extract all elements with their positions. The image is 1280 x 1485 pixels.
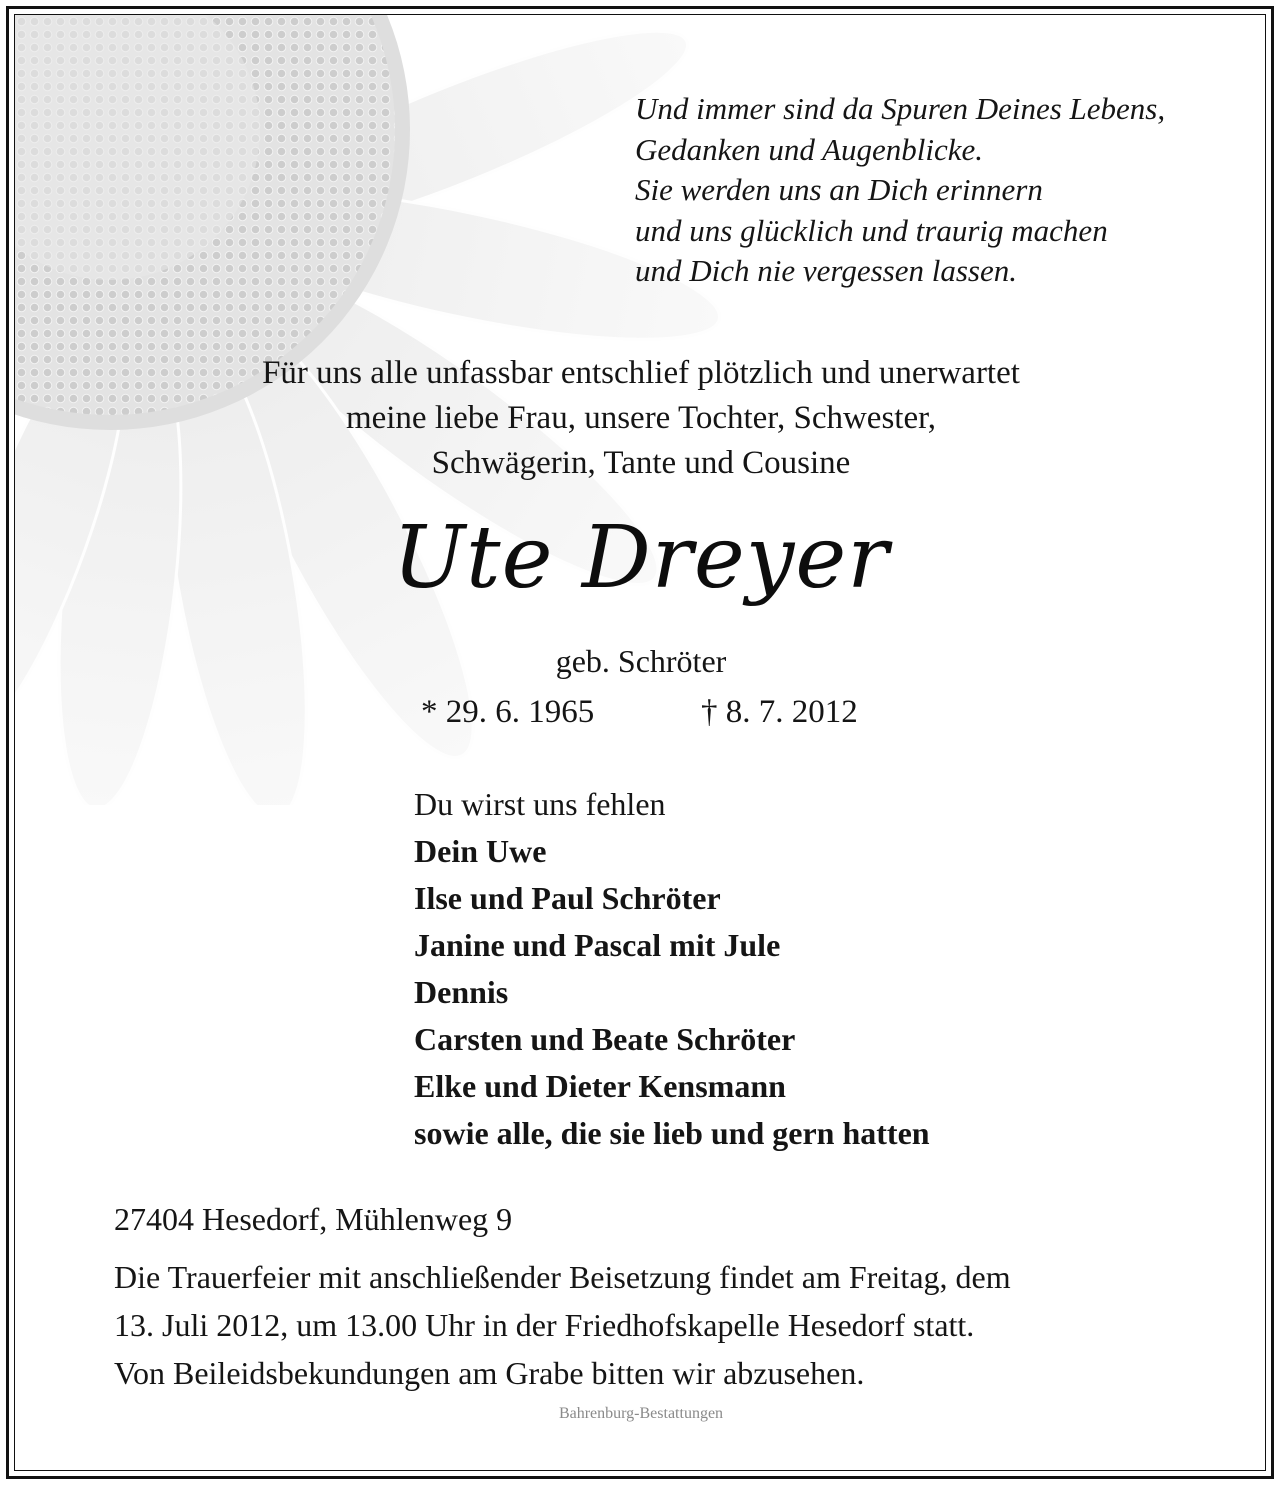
service-line: Von Beileidsbekundungen am Grabe bitten wir abzusehen. bbox=[114, 1355, 865, 1391]
deceased-name: Ute Dreyer bbox=[392, 508, 890, 608]
service-line: 13. Juli 2012, um 13.00 Uhr in der Friedhofskapelle Hesedorf statt. bbox=[114, 1307, 975, 1343]
signoff-text: Du wirst uns fehlen bbox=[414, 786, 666, 822]
address: 27404 Hesedorf, Mühlenweg 9 bbox=[114, 1201, 513, 1237]
mourner-name: Dennis bbox=[414, 974, 509, 1010]
announcement-line: meine liebe Frau, unsere Tochter, Schwester, bbox=[345, 400, 937, 436]
poem bbox=[635, 89, 1165, 292]
birth-date: * 29. 6. 1965 bbox=[421, 694, 595, 730]
announcement-line: Für uns alle unfassbar entschlief plötzlich und unerwartet bbox=[262, 355, 1020, 391]
notice-frame bbox=[14, 14, 1266, 1471]
mourner-name: Ilse und Paul Schröter bbox=[414, 880, 721, 916]
mourner-name: Carsten und Beate Schröter bbox=[414, 1021, 796, 1057]
mourner-name: Elke und Dieter Kensmann bbox=[414, 1068, 786, 1104]
mourner-name: Dein Uwe bbox=[414, 833, 547, 869]
poem-line: Gedanken und Augenblicke. bbox=[635, 131, 984, 167]
poem-line: Und immer sind da Spuren Deines Lebens, bbox=[635, 91, 1166, 126]
poem-line: und Dich nie vergessen lassen. bbox=[635, 253, 1017, 288]
service-info bbox=[114, 1253, 1011, 1397]
mourner-name: sowie alle, die sie lieb und gern hatten bbox=[414, 1115, 930, 1151]
poem-line: Sie werden uns an Dich erinnern bbox=[635, 172, 1043, 207]
death-date: † 8. 7. 2012 bbox=[701, 694, 858, 730]
mourners-list bbox=[414, 828, 930, 1157]
announcement-text bbox=[15, 351, 1266, 486]
undertaker-credit: Bahrenburg-Bestattungen bbox=[558, 1405, 724, 1422]
maiden-name: geb. Schröter bbox=[555, 643, 727, 679]
mourner-name: Janine und Pascal mit Jule bbox=[414, 927, 781, 963]
announcement-line: Schwägerin, Tante und Cousine bbox=[431, 445, 851, 481]
poem-line: und uns glücklich und traurig machen bbox=[635, 212, 1108, 248]
service-line: Die Trauerfeier mit anschließender Beisetzung findet am Freitag, dem bbox=[114, 1259, 1011, 1295]
